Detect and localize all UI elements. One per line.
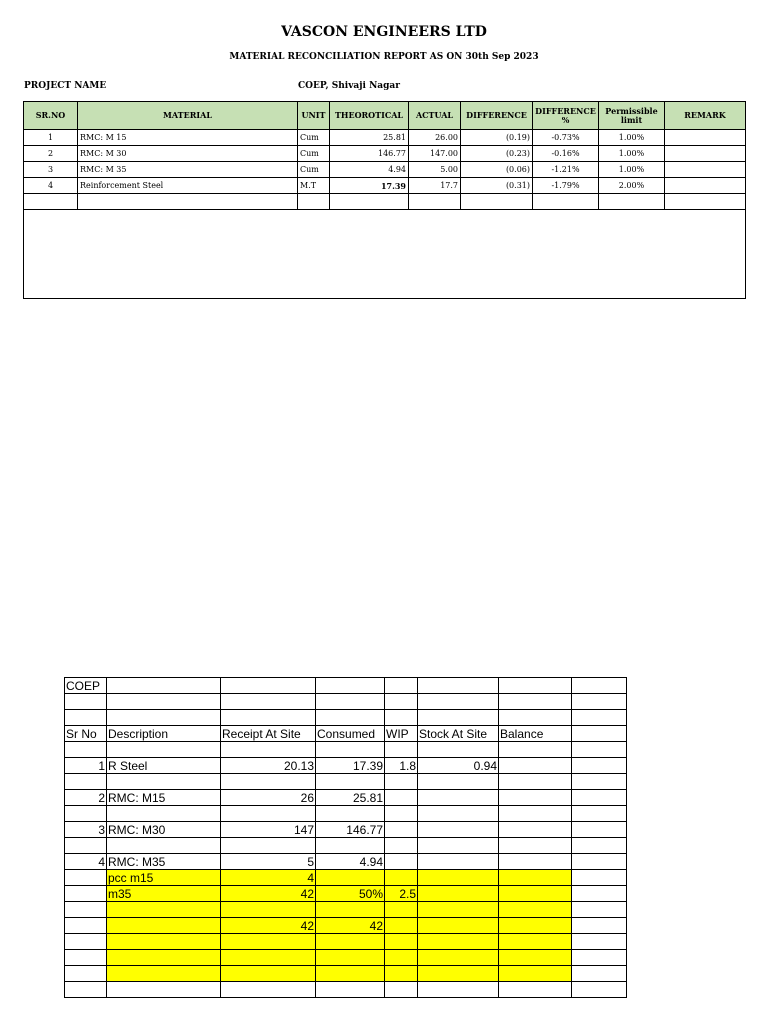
stock-cell [385,950,418,966]
recon-cell-remark [665,130,746,146]
stock-cell [65,966,107,982]
stock-cell [65,918,107,934]
header-theoretical: THEOROTICAL [330,102,409,130]
stock-cell: Balance [499,726,572,742]
stock-cell [572,822,627,838]
stock-cell [107,806,221,822]
stock-cell: RMC: M30 [107,822,221,838]
stock-cell: 42 [221,886,316,902]
stock-cell: Sr No [65,726,107,742]
stock-cell [418,710,499,726]
recon-cell-difference-pct: -0.16% [533,146,599,162]
stock-cell: Receipt At Site [221,726,316,742]
stock-cell [316,902,385,918]
stock-cell: 4 [221,870,316,886]
recon-empty-cell [298,194,330,210]
recon-empty-row [24,194,746,210]
recon-cell-actual: 17.7 [409,178,461,194]
stock-cell [418,982,499,998]
stock-cell [418,678,499,694]
recon-cell-sr-no: 2 [24,146,78,162]
stock-cell: 5 [221,854,316,870]
recon-cell-sr-no: 1 [24,130,78,146]
stock-cell [316,694,385,710]
stock-cell: 42 [316,918,385,934]
stock-cell [499,838,572,854]
stock-cell [572,790,627,806]
stock-row [65,806,627,822]
stock-cell [107,678,221,694]
stock-cell [316,774,385,790]
recon-empty-cell [599,194,665,210]
recon-cell-material: RMC: M 35 [78,162,298,178]
stock-cell [499,742,572,758]
stock-cell [385,710,418,726]
stock-cell [385,854,418,870]
stock-cell [385,934,418,950]
stock-cell [221,838,316,854]
recon-blank-area [24,210,746,299]
stock-cell [572,758,627,774]
recon-cell-theoretical: 25.81 [330,130,409,146]
stock-cell [65,806,107,822]
stock-cell: 0.94 [418,758,499,774]
stock-cell [499,758,572,774]
recon-empty-cell [330,194,409,210]
stock-cell [418,886,499,902]
header-remark: REMARK [665,102,746,130]
stock-cell: 42 [221,918,316,934]
stock-row [65,822,627,838]
stock-cell [418,774,499,790]
stock-cell [499,694,572,710]
stock-row [65,854,627,870]
stock-cell [316,806,385,822]
stock-cell [107,950,221,966]
stock-cell [107,742,221,758]
recon-cell-unit: M.T [298,178,330,194]
stock-cell [221,950,316,966]
stock-cell: Description [107,726,221,742]
stock-cell [385,918,418,934]
stock-cell [385,838,418,854]
stock-cell: 17.39 [316,758,385,774]
recon-cell-difference: (0.23) [461,146,533,162]
stock-cell [107,710,221,726]
recon-row [24,130,746,146]
stock-cell: 3 [65,822,107,838]
stock-cell [316,966,385,982]
header-unit: UNIT [298,102,330,130]
recon-row [24,146,746,162]
stock-cell [418,934,499,950]
header-difference-pct: DIFFERENCE % [533,102,599,130]
stock-cell [499,966,572,982]
stock-cell: 147 [221,822,316,838]
stock-cell [65,694,107,710]
recon-empty-cell [461,194,533,210]
recon-cell-theoretical: 146.77 [330,146,409,162]
recon-cell-remark [665,178,746,194]
recon-cell-difference: (0.19) [461,130,533,146]
stock-cell [221,902,316,918]
stock-cell [418,742,499,758]
stock-cell [572,918,627,934]
stock-cell: m35 [107,886,221,902]
stock-cell: Consumed [316,726,385,742]
stock-cell: pcc m15 [107,870,221,886]
stock-cell [499,710,572,726]
stock-cell: 25.81 [316,790,385,806]
stock-cell [221,806,316,822]
stock-row [65,790,627,806]
stock-cell [221,678,316,694]
stock-cell [385,982,418,998]
header-difference: DIFFERENCE [461,102,533,130]
stock-cell [65,870,107,886]
stock-cell [385,790,418,806]
stock-cell [107,838,221,854]
recon-cell-unit: Cum [298,146,330,162]
stock-cell [107,966,221,982]
stock-cell [499,790,572,806]
stock-cell: COEP [65,678,107,694]
stock-cell [572,838,627,854]
stock-row [65,838,627,854]
stock-cell [499,678,572,694]
stock-cell: WIP [385,726,418,742]
stock-row [65,678,627,694]
project-name-label: PROJECT NAME [24,81,107,91]
stock-cell [572,806,627,822]
recon-cell-material: RMC: M 30 [78,146,298,162]
recon-cell-sr-no: 4 [24,178,78,194]
stock-cell [499,854,572,870]
recon-empty-row [24,210,746,299]
stock-row [65,966,627,982]
recon-cell-difference: (0.31) [461,178,533,194]
stock-row [65,870,627,886]
stock-row [65,742,627,758]
stock-cell [572,886,627,902]
recon-empty-cell [24,194,78,210]
recon-cell-permissible-limit: 1.00% [599,130,665,146]
stock-cell [316,950,385,966]
stock-cell [107,982,221,998]
stock-cell [572,678,627,694]
stock-cell [65,710,107,726]
stock-cell [316,678,385,694]
stock-cell [316,742,385,758]
stock-row [65,726,627,742]
stock-cell [499,950,572,966]
stock-cell: RMC: M35 [107,854,221,870]
stock-cell [221,710,316,726]
stock-cell: R Steel [107,758,221,774]
stock-row [65,710,627,726]
stock-cell [418,694,499,710]
stock-row [65,886,627,902]
stock-cell [499,822,572,838]
stock-cell [316,982,385,998]
stock-cell: 1.8 [385,758,418,774]
stock-cell [499,982,572,998]
report-subtitle: MATERIAL RECONCILIATION REPORT AS ON 30th Sep 2023 [229,52,539,62]
stock-cell: 2 [65,790,107,806]
header-sr-no: SR.NO [24,102,78,130]
stock-cell [572,982,627,998]
stock-cell [572,950,627,966]
company-title: VASCON ENGINEERS LTD [281,24,487,40]
reconciliation-table [23,101,746,299]
stock-cell [385,694,418,710]
stock-row [65,774,627,790]
stock-cell: 2.5 [385,886,418,902]
stock-cell [572,742,627,758]
stock-cell [499,806,572,822]
stock-cell: 20.13 [221,758,316,774]
stock-cell [107,694,221,710]
stock-cell [418,806,499,822]
stock-cell [65,950,107,966]
stock-cell [221,742,316,758]
stock-row [65,902,627,918]
recon-cell-theoretical: 4.94 [330,162,409,178]
stock-cell [499,934,572,950]
recon-cell-permissible-limit: 1.00% [599,162,665,178]
stock-cell [316,838,385,854]
stock-cell [107,934,221,950]
stock-cell [221,694,316,710]
stock-row [65,758,627,774]
stock-cell [107,902,221,918]
recon-cell-material: Reinforcement Steel [78,178,298,194]
recon-row [24,162,746,178]
recon-cell-actual: 5.00 [409,162,461,178]
stock-cell [107,918,221,934]
recon-cell-sr-no: 3 [24,162,78,178]
stock-cell [65,934,107,950]
stock-cell [316,934,385,950]
stock-cell [316,870,385,886]
stock-cell [65,742,107,758]
stock-cell: 4.94 [316,854,385,870]
stock-cell: RMC: M15 [107,790,221,806]
recon-empty-cell [665,194,746,210]
recon-cell-permissible-limit: 1.00% [599,146,665,162]
stock-cell [221,774,316,790]
stock-cell [418,822,499,838]
recon-row [24,178,746,194]
stock-cell [385,902,418,918]
recon-empty-cell [78,194,298,210]
stock-cell [499,918,572,934]
stock-cell [385,774,418,790]
recon-cell-permissible-limit: 2.00% [599,178,665,194]
recon-cell-remark [665,146,746,162]
stock-cell [385,806,418,822]
recon-cell-unit: Cum [298,162,330,178]
stock-cell: 4 [65,854,107,870]
stock-cell [385,678,418,694]
stock-cell [418,966,499,982]
header-actual: ACTUAL [409,102,461,130]
stock-cell [221,934,316,950]
stock-cell [221,982,316,998]
project-name-value: COEP, Shivaji Nagar [298,81,400,91]
recon-cell-actual: 26.00 [409,130,461,146]
recon-header-row [24,102,746,130]
stock-cell [385,870,418,886]
stock-cell [418,902,499,918]
stock-cell [499,870,572,886]
stock-cell [572,934,627,950]
stock-cell [572,694,627,710]
recon-cell-difference: (0.06) [461,162,533,178]
stock-row [65,982,627,998]
stock-row [65,694,627,710]
recon-cell-difference-pct: -0.73% [533,130,599,146]
stock-cell [418,790,499,806]
stock-cell [107,774,221,790]
recon-cell-remark [665,162,746,178]
stock-cell: 26 [221,790,316,806]
stock-cell: Stock At Site [418,726,499,742]
stock-cell [572,902,627,918]
recon-cell-difference-pct: -1.21% [533,162,599,178]
stock-cell [418,854,499,870]
stock-cell [499,886,572,902]
recon-cell-material: RMC: M 15 [78,130,298,146]
stock-row [65,934,627,950]
stock-cell [65,982,107,998]
stock-cell [316,710,385,726]
recon-cell-difference-pct: -1.79% [533,178,599,194]
stock-cell [65,774,107,790]
stock-cell: 50% [316,886,385,902]
stock-cell [385,966,418,982]
stock-cell [572,966,627,982]
stock-cell [385,742,418,758]
stock-cell [385,822,418,838]
stock-cell: 146.77 [316,822,385,838]
stock-cell [418,870,499,886]
recon-empty-cell [533,194,599,210]
stock-cell [65,886,107,902]
header-material: MATERIAL [78,102,298,130]
recon-cell-theoretical: 17.39 [330,178,409,194]
stock-cell [221,966,316,982]
recon-cell-actual: 147.00 [409,146,461,162]
header-permissible-limit: Permissible limit [599,102,665,130]
stock-cell [65,902,107,918]
stock-cell [418,950,499,966]
stock-cell [572,774,627,790]
stock-cell [418,838,499,854]
recon-empty-cell [409,194,461,210]
stock-cell [65,838,107,854]
stock-cell [499,774,572,790]
stock-cell [418,918,499,934]
stock-cell [499,902,572,918]
stock-cell [572,726,627,742]
stock-row [65,918,627,934]
stock-row [65,950,627,966]
stock-cell [572,854,627,870]
stock-cell [572,710,627,726]
recon-cell-unit: Cum [298,130,330,146]
site-stock-table [64,677,627,998]
stock-cell [572,870,627,886]
stock-cell: 1 [65,758,107,774]
